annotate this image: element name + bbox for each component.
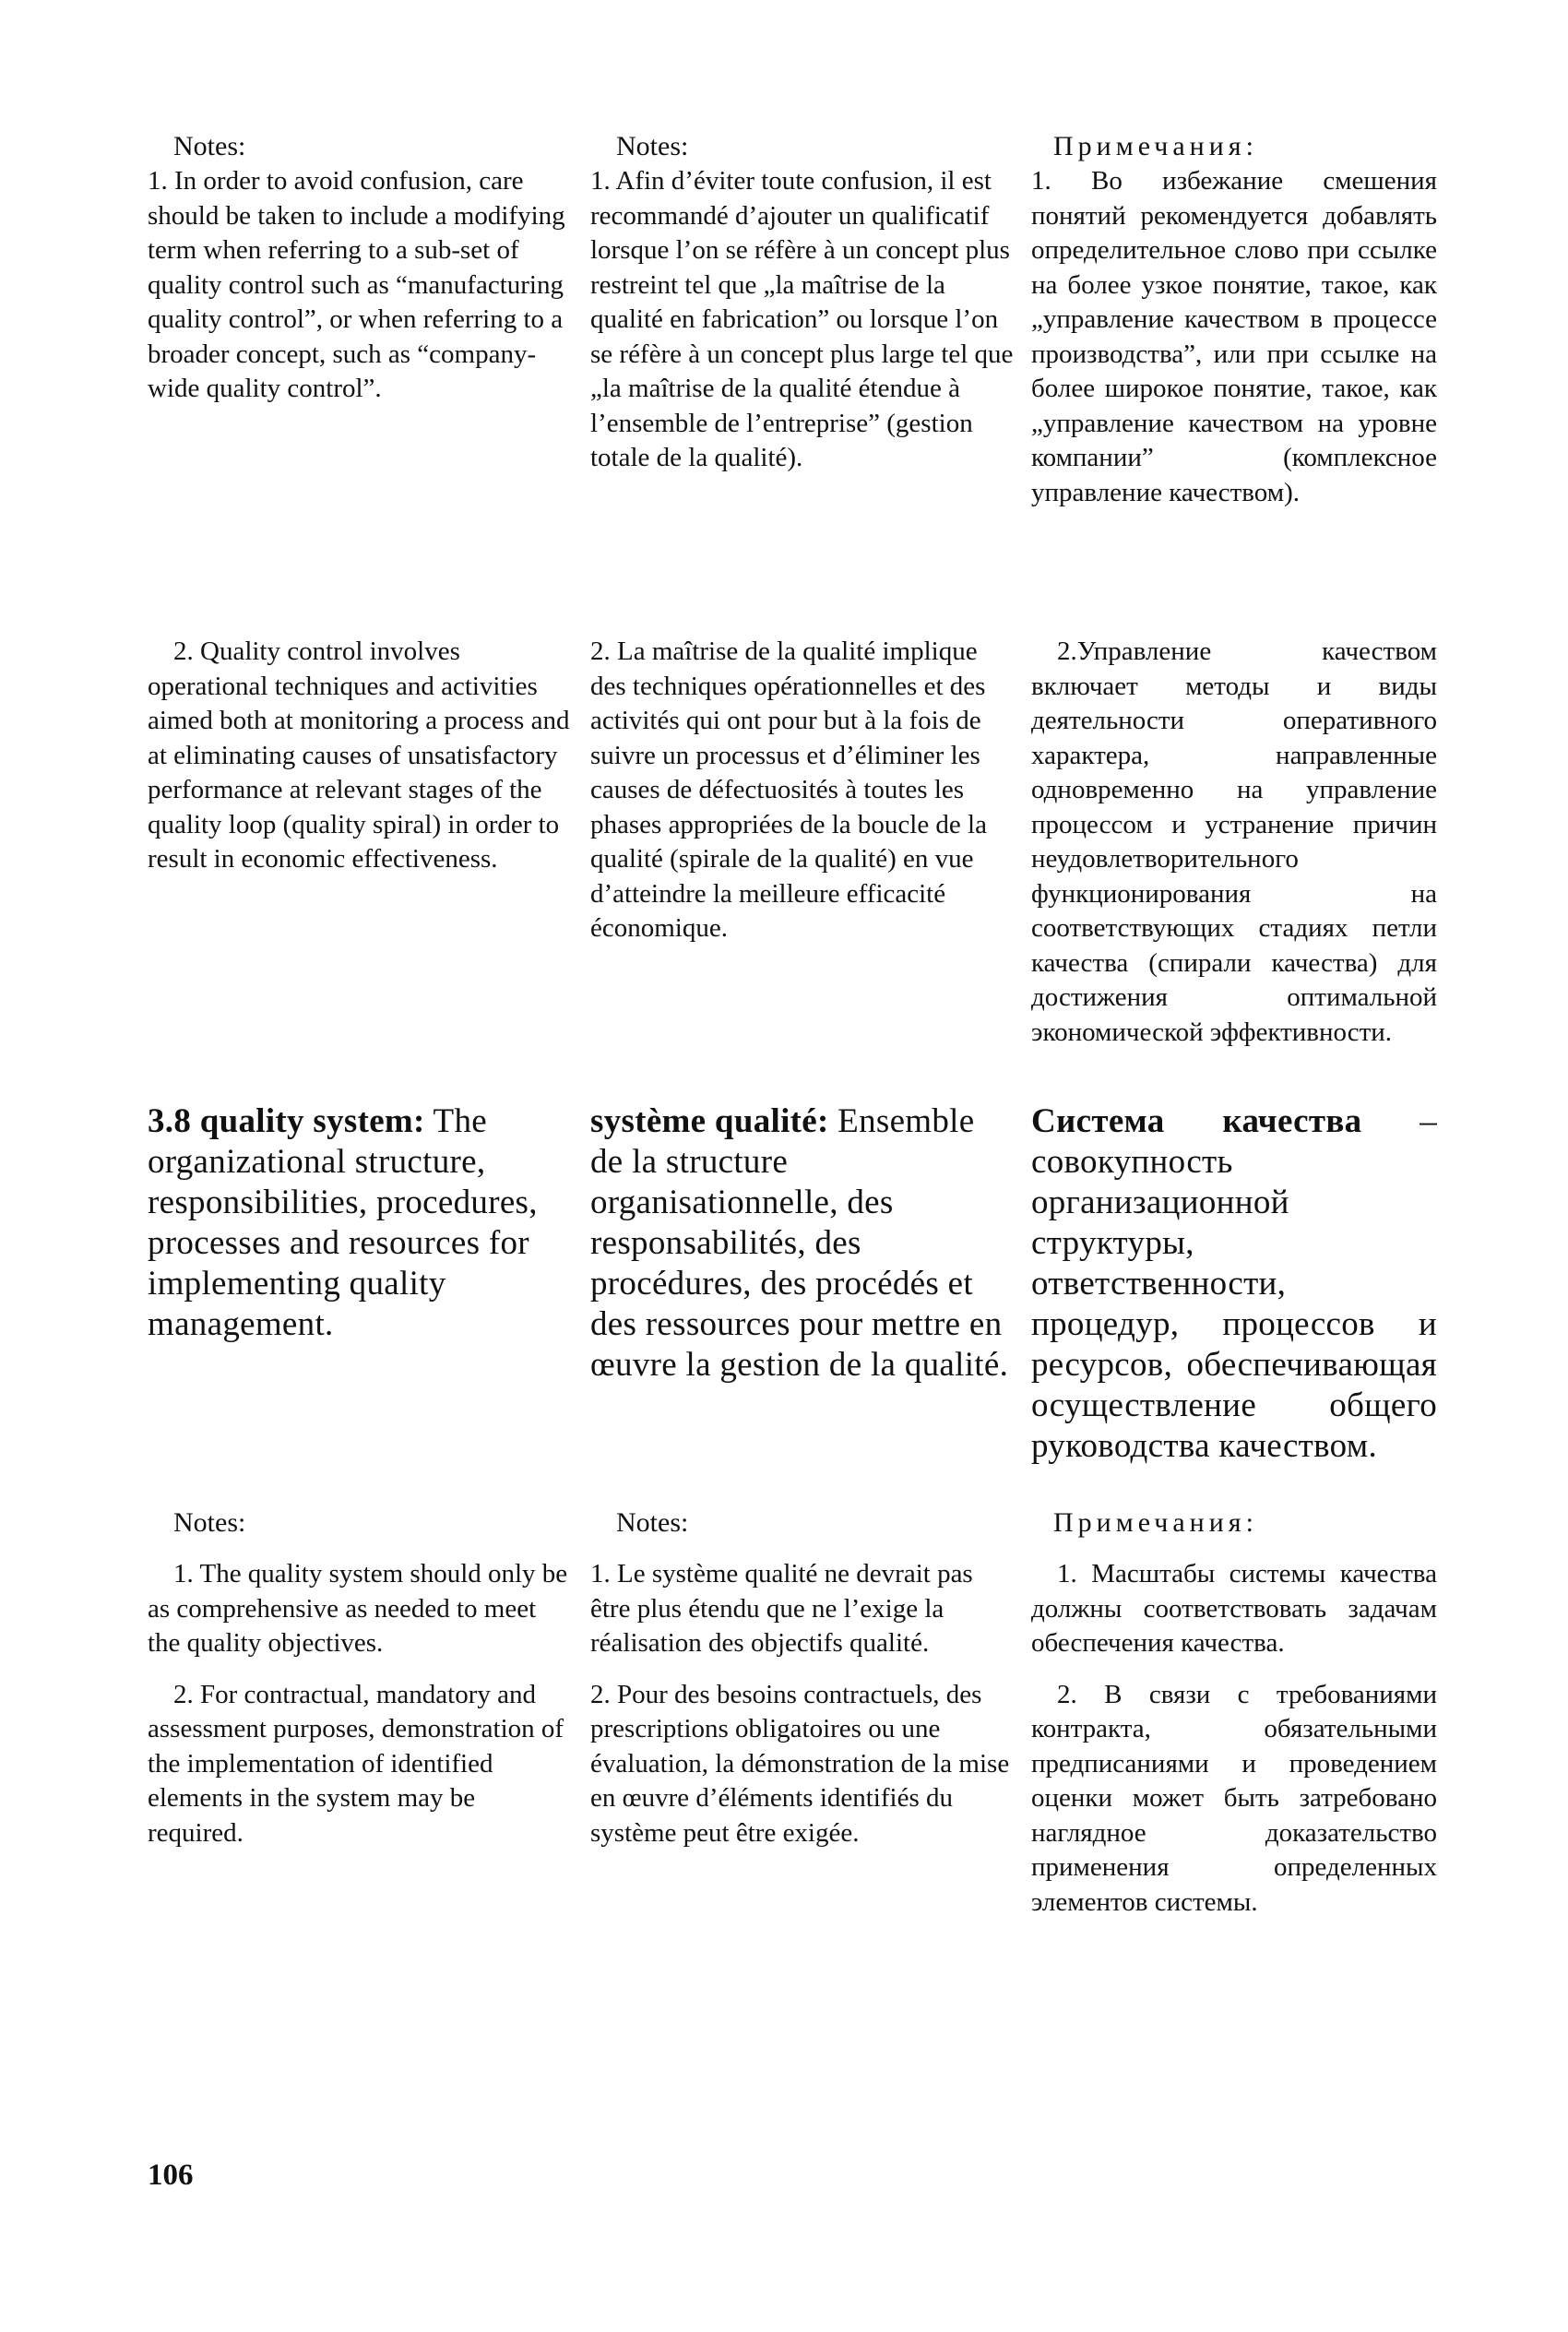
fr-note-3-8-1: 1. Le système qualité ne devrait pas être plus étendu que ne l’exige la réalisation des objectifs qualité. bbox=[590, 1559, 973, 1658]
fr-notes-heading-2: Notes: bbox=[616, 1507, 689, 1538]
ru-notes-block bbox=[1031, 129, 1437, 510]
en-term-definition: The organizational structure, responsibilities, procedures, processes and resources for implementing quality management. bbox=[148, 1102, 538, 1343]
fr-notes-heading: Notes: bbox=[616, 131, 689, 161]
en-notes-3-8 bbox=[148, 1505, 572, 1850]
en-note-2: 2. Quality control involves operational techniques and activities aimed both at monitoring a process and at eliminating causes of unsatisfactory performance at relevant stages of the quality loop (quality spiral) in order to result in economic effectiveness. bbox=[148, 637, 570, 874]
ru-notes-heading-2: Примечания: bbox=[1053, 1507, 1258, 1538]
ru-notes-3-8 bbox=[1031, 1505, 1437, 1920]
en-notes-block bbox=[148, 129, 572, 407]
ru-note-2: 2.Управление качеством включает методы и виды деятельности оперативного характера, направленные одновременно на управление процессом и устранение причин неудовлетворительного функционирования на соответствующих стадиях петли качества (спирали качества) для достижения оптимальной экономической эффективности. bbox=[1031, 637, 1437, 1047]
en-note-1: 1. In order to avoid confusion, care should be taken to include a modifying term when referring to a sub-set of quality control such as “manufacturing quality control”, or when referring to a broader concept, such as “company-wide quality control”. bbox=[148, 166, 565, 403]
en-note-2-block bbox=[148, 635, 572, 877]
ru-note-3-8-2: 2. В связи с требованиями контракта, обязательными предписаниями и проведением оценки может быть затребовано наглядное доказательство применения определенных элементов системы. bbox=[1031, 1679, 1437, 1917]
ru-note-3-8-1: 1. Масштабы системы качества должны соответствовать задачам обеспечения качества. bbox=[1031, 1559, 1437, 1658]
en-notes-heading: Notes: bbox=[173, 131, 246, 161]
ru-notes-heading: Примечания: bbox=[1053, 131, 1258, 161]
en-notes-heading-2: Notes: bbox=[173, 1507, 246, 1538]
en-term-label: 3.8 quality system: bbox=[148, 1102, 425, 1140]
fr-note-2-block bbox=[590, 635, 1015, 946]
fr-term-definition: Ensemble de la structure organisationnelle, des responsabilités, des procédures, des procédés et des ressources pour mettre en œuvre la gestion de la qualité. bbox=[590, 1102, 1009, 1384]
ru-note-2-block bbox=[1031, 635, 1437, 1050]
fr-note-2: 2. La maîtrise de la qualité implique des techniques opérationnelles et des activités qui ont pour but à la fois de suivre un processus et d’éliminer les causes de défectuosités à toutes les phases appropriées de la boucle de la qualité (spirale de la qualité) en vue d’atteindre la meilleure efficacité économique. bbox=[590, 637, 987, 943]
fr-note-3-8-2: 2. Pour des besoins contractuels, des prescriptions obligatoires ou une évaluation, la démonstration de la mise en œuvre d’éléments identifiés du système peut être exigée. bbox=[590, 1679, 1010, 1848]
en-note-3-8-2: 2. For contractual, mandatory and assessment purposes, demonstration of the implementation of identified elements in the system may be required. bbox=[148, 1679, 564, 1848]
fr-note-1: 1. Afin d’éviter toute confusion, il est recommandé d’ajouter un qualificatif lorsque l’on se réfère à un concept plus restreint tel que „la maîtrise de la qualité en fabrication” ou lorsque l’on se réfère à un concept plus large tel que „la maîtrise de la qualité étendue à l’ensemble de l’entreprise” (gestion totale de la qualité). bbox=[590, 166, 1014, 472]
ru-term-label: Система качества bbox=[1031, 1102, 1362, 1140]
ru-term-3-8 bbox=[1031, 1101, 1437, 1467]
en-term-3-8 bbox=[148, 1101, 583, 1345]
page-number: 106 bbox=[148, 2159, 194, 2192]
ru-term-definition: – совокупность организационной структуры, ответственности, процедур, процессов и ресурсов, обеспечивающая осуществление общего руководства качеством. bbox=[1031, 1102, 1437, 1465]
fr-notes-block bbox=[590, 129, 1015, 476]
fr-term-3-8 bbox=[590, 1101, 1015, 1386]
en-note-3-8-1: 1. The quality system should only be as comprehensive as needed to meet the quality objectives. bbox=[148, 1559, 568, 1658]
ru-note-1: 1. Во избежание смешения понятий рекомендуется добавлять определительное слово при ссылке на более узкое понятие, такое, как „управление качеством в процессе производства”, или при ссылке на более широкое понятие, такое, как „управление качеством на уровне компании” (комплексное управление качеством). bbox=[1031, 166, 1437, 507]
fr-notes-3-8 bbox=[590, 1505, 1015, 1850]
fr-term-label: système qualité: bbox=[590, 1102, 829, 1140]
